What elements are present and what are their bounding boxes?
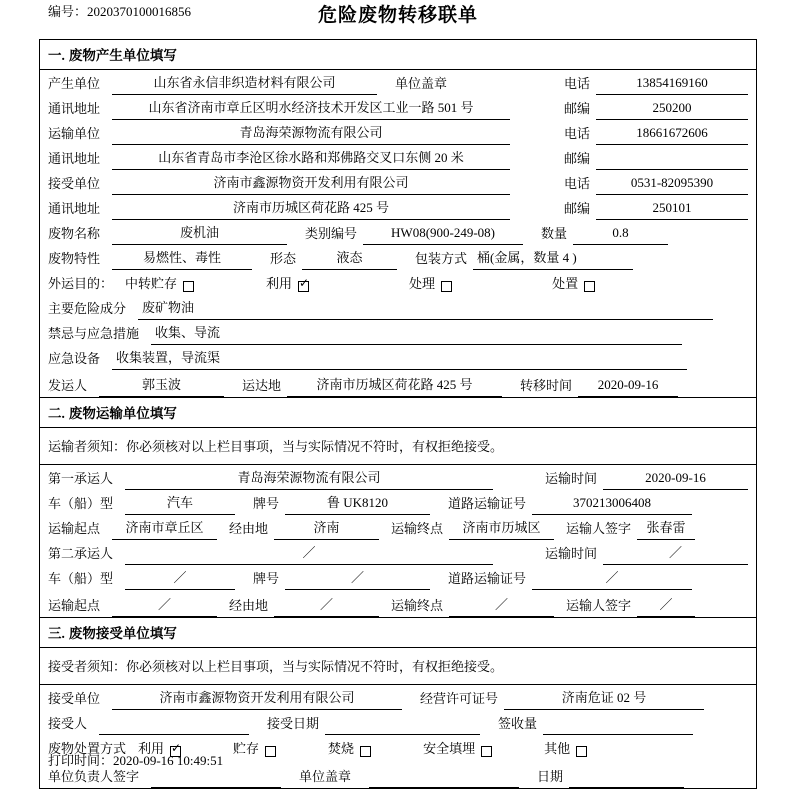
producer-value[interactable]: 山东省永信非织造材料有限公司 bbox=[112, 72, 377, 95]
print-time-value: 2020-09-16 10:49:51 bbox=[113, 753, 224, 768]
receiver-address-label: 通讯地址 bbox=[48, 201, 101, 216]
transfer-time-label: 转移时间 bbox=[520, 378, 573, 393]
row-hazard-component bbox=[40, 295, 756, 320]
disposal-option-storage[interactable] bbox=[233, 738, 276, 757]
carrier2-label: 第二承运人 bbox=[48, 546, 114, 561]
disposal-option-landfill-label: 安全填埋 bbox=[423, 741, 476, 756]
purpose-label: 外运目的： bbox=[48, 276, 114, 291]
license1-label: 道路运输证号 bbox=[448, 496, 527, 511]
plate1-value[interactable]: 鲁 UK8120 bbox=[285, 492, 430, 515]
package-value[interactable]: 桶(金属，数量 4 ) bbox=[473, 247, 633, 270]
unit-seal-value[interactable] bbox=[369, 771, 519, 788]
purpose-option-treat-checkbox[interactable] bbox=[441, 281, 452, 292]
transfer-time-value[interactable]: 2020-09-16 bbox=[578, 377, 678, 397]
disposal-option-incineration-checkbox[interactable] bbox=[360, 746, 371, 757]
section-2-header bbox=[40, 397, 756, 428]
transporter-address-label: 通讯地址 bbox=[48, 151, 101, 166]
row-vehicle2 bbox=[40, 565, 756, 590]
row-carrier1 bbox=[40, 465, 756, 490]
carrier1-time-value[interactable]: 2020-09-16 bbox=[603, 470, 748, 490]
waste-name-value[interactable]: 废机油 bbox=[112, 222, 287, 245]
purpose-option-transfer-storage-label: 中转贮存 bbox=[125, 276, 178, 291]
package-label: 包装方式 bbox=[415, 251, 468, 266]
shipper-value[interactable]: 郭玉波 bbox=[99, 374, 224, 397]
plate1-label: 牌号 bbox=[253, 496, 280, 511]
section-2-number: 二. bbox=[48, 406, 65, 421]
purpose-option-transfer-storage-checkbox[interactable] bbox=[183, 281, 194, 292]
producer-phone-label: 电话 bbox=[563, 76, 590, 91]
receiver-label: 接受单位 bbox=[48, 176, 101, 191]
purpose-options bbox=[125, 273, 595, 295]
receiver-address-value[interactable]: 济南市历城区荷花路 425 号 bbox=[112, 197, 510, 220]
receiver-phone-value[interactable]: 0531-82095390 bbox=[596, 175, 748, 195]
plate2-label: 牌号 bbox=[253, 571, 280, 586]
carrier2-value[interactable]: ／ bbox=[125, 542, 493, 565]
row-purpose bbox=[40, 270, 756, 295]
producer-label: 产生单位 bbox=[48, 76, 101, 91]
license2-value[interactable]: ／ bbox=[532, 567, 692, 590]
hazard-value[interactable]: 废矿物油 bbox=[138, 297, 713, 320]
responsible-value[interactable] bbox=[151, 771, 281, 788]
row-equipment bbox=[40, 345, 756, 370]
carrier1-value[interactable]: 青岛海荣源物流有限公司 bbox=[125, 467, 493, 490]
transporter-phone-label: 电话 bbox=[563, 126, 590, 141]
start2-label: 运输起点 bbox=[48, 598, 101, 613]
form-value[interactable]: 液态 bbox=[302, 247, 397, 270]
purpose-option-utilize-label: 利用 bbox=[266, 276, 293, 291]
via2-value[interactable]: ／ bbox=[274, 594, 379, 617]
responsible-label: 单位负责人签字 bbox=[48, 769, 140, 784]
producer-address-label: 通讯地址 bbox=[48, 101, 101, 116]
transporter-zip-value[interactable] bbox=[596, 153, 748, 170]
waste-name-label: 废物名称 bbox=[48, 226, 101, 241]
disposal-option-other[interactable] bbox=[544, 738, 587, 757]
section-1-number: 一. bbox=[48, 48, 65, 63]
transporter-phone-value[interactable]: 18661672606 bbox=[596, 125, 748, 145]
purpose-option-treat[interactable] bbox=[409, 273, 452, 292]
receiver-zip-label: 邮编 bbox=[563, 201, 590, 216]
section-3-notice: 接受者须知：你必须核对以上栏目事项，当与实际情况不符时，有权拒绝接受。 bbox=[40, 648, 756, 685]
receiving-person-label: 接受人 bbox=[48, 716, 88, 731]
producer-seal-label: 单位盖章 bbox=[395, 76, 448, 91]
row-producer-address bbox=[40, 95, 756, 120]
vehicle2-label: 车（船）型 bbox=[48, 571, 114, 586]
section-1-title: 废物产生单位填写 bbox=[68, 48, 177, 63]
disposal-option-incineration[interactable] bbox=[328, 738, 371, 757]
unit-seal-label: 单位盖章 bbox=[299, 769, 352, 784]
row-waste-property bbox=[40, 245, 756, 270]
receive-qty-label: 签收量 bbox=[498, 716, 538, 731]
row-taboo bbox=[40, 320, 756, 345]
row-receiver-address bbox=[40, 195, 756, 220]
row-vehicle1 bbox=[40, 490, 756, 515]
producer-zip-value[interactable]: 250200 bbox=[596, 100, 748, 120]
category-label: 类别编号 bbox=[305, 226, 358, 241]
print-time-label: 打印时间： bbox=[48, 753, 114, 768]
row-waste-name bbox=[40, 220, 756, 245]
form-label: 形态 bbox=[270, 251, 297, 266]
receive-date-label: 接受日期 bbox=[267, 716, 320, 731]
start1-value[interactable]: 济南市章丘区 bbox=[112, 517, 217, 540]
producer-address-value[interactable]: 山东省济南市章丘区明水经济技术开发区工业一路 501 号 bbox=[112, 97, 510, 120]
row-route2 bbox=[40, 590, 756, 617]
print-time bbox=[48, 750, 223, 769]
equipment-value[interactable]: 收集装置，导流渠 bbox=[112, 347, 687, 370]
row-carrier2 bbox=[40, 540, 756, 565]
purpose-option-utilize[interactable] bbox=[266, 273, 309, 292]
receiving-person-value[interactable] bbox=[99, 718, 249, 735]
sign2-value[interactable]: ／ bbox=[637, 594, 695, 617]
section-1-body bbox=[40, 70, 756, 397]
via1-label: 经由地 bbox=[229, 521, 269, 536]
purpose-option-utilize-checkbox[interactable] bbox=[298, 281, 309, 292]
section-2-body bbox=[40, 465, 756, 617]
purpose-option-transfer-storage[interactable] bbox=[125, 273, 194, 292]
transporter-address-value[interactable]: 山东省青岛市李沧区徐水路和郑佛路交叉口东侧 20 米 bbox=[112, 147, 510, 170]
disposal-option-landfill[interactable] bbox=[423, 738, 492, 757]
vehicle2-value[interactable]: ／ bbox=[125, 567, 235, 590]
document-number-value: 2020370100016856 bbox=[87, 4, 192, 19]
producer-zip-label: 邮编 bbox=[563, 101, 590, 116]
taboo-label: 禁忌与应急措施 bbox=[48, 326, 140, 341]
shipper-label: 发运人 bbox=[48, 378, 88, 393]
producer-phone-value[interactable]: 13854169160 bbox=[596, 75, 748, 95]
carrier1-time-label: 运输时间 bbox=[544, 471, 597, 486]
transporter-value[interactable]: 青岛海荣源物流有限公司 bbox=[112, 122, 510, 145]
section-3-number: 三. bbox=[48, 626, 65, 641]
end2-value[interactable]: ／ bbox=[449, 594, 554, 617]
disposal-option-landfill-checkbox[interactable] bbox=[481, 746, 492, 757]
row-shipper bbox=[40, 370, 756, 397]
receiver-value[interactable]: 济南市鑫源物资开发利用有限公司 bbox=[112, 172, 510, 195]
section-1-header bbox=[40, 40, 756, 70]
receive-date-value[interactable] bbox=[325, 718, 480, 735]
section-2-title: 废物运输单位填写 bbox=[68, 406, 177, 421]
purpose-option-dispose-label: 处置 bbox=[552, 276, 579, 291]
property-value[interactable]: 易燃性、毒性 bbox=[112, 247, 252, 270]
via2-label: 经由地 bbox=[229, 598, 269, 613]
taboo-value[interactable]: 收集、导流 bbox=[151, 322, 682, 345]
row-transporter bbox=[40, 120, 756, 145]
receiver-zip-value[interactable]: 250101 bbox=[596, 200, 748, 220]
receiving-unit-label: 接受单位 bbox=[48, 691, 101, 706]
permit-label: 经营许可证号 bbox=[420, 691, 499, 706]
section-2-notice: 运输者须知：你必须核对以上栏目事项，当与实际情况不符时，有权拒绝接受。 bbox=[40, 428, 756, 465]
row-route1 bbox=[40, 515, 756, 540]
quantity-label: 数量 bbox=[541, 226, 568, 241]
disposal-option-other-label: 其他 bbox=[544, 741, 571, 756]
end2-label: 运输终点 bbox=[391, 598, 444, 613]
receiver-phone-label: 电话 bbox=[563, 176, 590, 191]
start1-label: 运输起点 bbox=[48, 521, 101, 536]
final-date-label: 日期 bbox=[537, 769, 564, 784]
section-3-title: 废物接受单位填写 bbox=[68, 626, 177, 641]
carrier2-time-label: 运输时间 bbox=[544, 546, 597, 561]
receive-qty-value[interactable] bbox=[543, 718, 693, 735]
end1-value[interactable]: 济南市历城区 bbox=[449, 517, 554, 540]
disposal-option-storage-checkbox[interactable] bbox=[265, 746, 276, 757]
row-transporter-address bbox=[40, 145, 756, 170]
form-body bbox=[39, 39, 757, 789]
transporter-zip-label: 邮编 bbox=[563, 151, 590, 166]
row-receiver bbox=[40, 170, 756, 195]
document-number-label: 编号： bbox=[48, 4, 88, 19]
license2-label: 道路运输证号 bbox=[448, 571, 527, 586]
row-producer bbox=[40, 70, 756, 95]
end1-label: 运输终点 bbox=[391, 521, 444, 536]
vehicle1-label: 车（船）型 bbox=[48, 496, 114, 511]
permit-value[interactable]: 济南危证 02 号 bbox=[504, 687, 704, 710]
sign2-label: 运输人签字 bbox=[566, 598, 632, 613]
disposal-option-incineration-label: 焚烧 bbox=[328, 741, 355, 756]
transporter-label: 运输单位 bbox=[48, 126, 101, 141]
quantity-value[interactable]: 0.8 bbox=[573, 225, 668, 245]
page-title: 危险废物转移联单 bbox=[317, 5, 478, 26]
via1-value[interactable]: 济南 bbox=[274, 517, 379, 540]
carrier1-label: 第一承运人 bbox=[48, 471, 114, 486]
equipment-label: 应急设备 bbox=[48, 351, 101, 366]
license1-value[interactable]: 370213006408 bbox=[532, 495, 692, 515]
category-value[interactable]: HW08(900-249-08) bbox=[363, 225, 523, 245]
disposal-option-utilize-label: 利用 bbox=[138, 741, 165, 756]
section-3-body bbox=[40, 685, 756, 788]
document-header bbox=[0, 0, 796, 34]
carrier2-time-value[interactable]: ／ bbox=[603, 542, 748, 565]
sign1-label: 运输人签字 bbox=[566, 521, 632, 536]
purpose-option-treat-label: 处理 bbox=[409, 276, 436, 291]
disposal-label: 废物处置方式 bbox=[48, 741, 127, 756]
receiving-unit-value[interactable]: 济南市鑫源物资开发利用有限公司 bbox=[112, 687, 402, 710]
destination-value[interactable]: 济南市历城区荷花路 425 号 bbox=[287, 374, 502, 397]
row-receiving-person bbox=[40, 710, 756, 735]
section-3-header bbox=[40, 617, 756, 648]
vehicle1-value[interactable]: 汽车 bbox=[125, 492, 235, 515]
start2-value[interactable]: ／ bbox=[112, 594, 217, 617]
disposal-option-storage-label: 贮存 bbox=[233, 741, 260, 756]
purpose-option-dispose[interactable] bbox=[552, 273, 595, 292]
disposal-option-other-checkbox[interactable] bbox=[576, 746, 587, 757]
destination-label: 运达地 bbox=[242, 378, 282, 393]
hazard-label: 主要危险成分 bbox=[48, 301, 127, 316]
plate2-value[interactable]: ／ bbox=[285, 567, 430, 590]
sign1-value[interactable]: 张春雷 bbox=[637, 517, 695, 540]
row-receiving-unit bbox=[40, 685, 756, 710]
purpose-option-dispose-checkbox[interactable] bbox=[584, 281, 595, 292]
property-label: 废物特性 bbox=[48, 251, 101, 266]
final-date-value[interactable] bbox=[569, 771, 684, 788]
